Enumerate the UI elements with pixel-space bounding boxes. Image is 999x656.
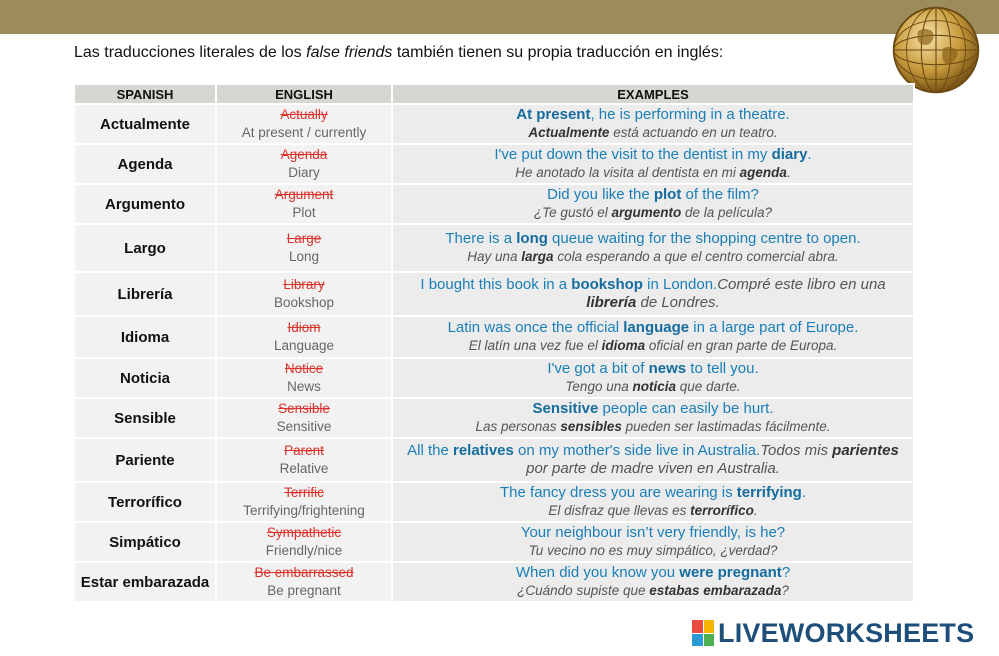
- correct-translation: Relative: [279, 461, 329, 476]
- english-example: I bought this book in a bookshop in London.: [420, 276, 718, 293]
- table-row: [74, 104, 914, 144]
- english-example: All the relatives on my mother's side live in Australia.: [407, 442, 761, 459]
- example-cell: [392, 316, 914, 358]
- spanish-word: Librería: [74, 272, 216, 316]
- spanish-example: He anotado la visita al dentista en mi agenda.: [515, 165, 791, 180]
- header-spanish: SPANISH: [74, 84, 216, 104]
- spanish-word: Simpático: [74, 522, 216, 562]
- header-english: ENGLISH: [216, 84, 392, 104]
- english-cell: [216, 358, 392, 398]
- table-body: [74, 104, 914, 602]
- spanish-word: Estar embarazada: [74, 562, 216, 602]
- top-banner: [0, 0, 999, 34]
- english-example: Your neighbour isn’t very friendly, is he?: [520, 524, 786, 541]
- english-example: Latin was once the official language in a large part of Europe.: [447, 319, 859, 336]
- english-cell: [216, 224, 392, 272]
- table-row: [74, 224, 914, 272]
- spanish-example: Tengo una noticia que darte.: [565, 379, 741, 394]
- table-row: [74, 184, 914, 224]
- example-cell: [392, 272, 914, 316]
- table-row: [74, 316, 914, 358]
- spanish-example: ¿Te gustó el argumento de la película?: [533, 205, 773, 220]
- table-row: [74, 358, 914, 398]
- spanish-word: Actualmente: [74, 104, 216, 144]
- english-cell: [216, 272, 392, 316]
- spanish-example: Compré este libro en una librería de Londres.: [586, 276, 886, 311]
- table-row: [74, 482, 914, 522]
- correct-translation: Bookshop: [273, 295, 335, 310]
- english-cell: [216, 104, 392, 144]
- spanish-word: Pariente: [74, 438, 216, 482]
- english-cell: [216, 562, 392, 602]
- spanish-word: Agenda: [74, 144, 216, 184]
- english-example: The fancy dress you are wearing is terrifying.: [500, 484, 806, 501]
- spanish-word: Idioma: [74, 316, 216, 358]
- spanish-example: Tu vecino no es muy simpático, ¿verdad?: [528, 543, 778, 558]
- intro-emphasis: false friends: [306, 44, 393, 61]
- logo-text: LIVEWORKSHEETS: [718, 617, 975, 648]
- english-example: Did you like the plot of the film?: [547, 186, 759, 203]
- example-cell: [392, 144, 914, 184]
- false-friend: Be embarrassed: [254, 565, 354, 580]
- example-cell: [392, 438, 914, 482]
- correct-translation: Long: [288, 249, 320, 264]
- english-example: At present, he is performing in a theatre.: [516, 106, 790, 123]
- example-cell: [392, 562, 914, 602]
- table-header-row: [74, 84, 914, 104]
- liveworksheets-logo: [692, 616, 974, 650]
- false-friend: Sensible: [278, 401, 330, 416]
- example-cell: [392, 398, 914, 438]
- false-friend: Terrific: [284, 485, 324, 500]
- false-friend: Actually: [280, 107, 328, 122]
- correct-translation: News: [287, 379, 321, 394]
- english-example: There is a long queue waiting for the shopping centre to open.: [445, 230, 861, 247]
- spanish-example: Actualmente está actuando en un teatro.: [528, 125, 778, 140]
- correct-translation: Plot: [292, 205, 316, 220]
- false-friend: Parent: [284, 443, 324, 458]
- table-row: [74, 272, 914, 316]
- spanish-word: Terrorífico: [74, 482, 216, 522]
- spanish-word: Noticia: [74, 358, 216, 398]
- table-row: [74, 522, 914, 562]
- english-cell: [216, 438, 392, 482]
- false-friend: Notice: [284, 361, 324, 376]
- example-cell: [392, 522, 914, 562]
- english-cell: [216, 482, 392, 522]
- false-friend: Idiom: [287, 320, 321, 335]
- spanish-example: El disfraz que llevas es terrorífico.: [548, 503, 758, 518]
- english-example: When did you know you were pregnant?: [515, 564, 791, 581]
- correct-translation: Terrifying/frightening: [243, 503, 365, 518]
- false-friend: Library: [283, 277, 325, 292]
- english-cell: [216, 184, 392, 224]
- example-cell: [392, 482, 914, 522]
- header-examples: EXAMPLES: [392, 84, 914, 104]
- english-example: Sensitive people can easily be hurt.: [532, 400, 774, 417]
- false-friend: Sympathetic: [266, 525, 342, 540]
- example-cell: [392, 184, 914, 224]
- spanish-example: Hay una larga cola esperando a que el centro comercial abra.: [467, 249, 839, 264]
- spanish-example: Las personas sensibles pueden ser lastimadas fácilmente.: [475, 419, 831, 434]
- correct-translation: Friendly/nice: [265, 543, 343, 558]
- table-row: [74, 438, 914, 482]
- spanish-word: Sensible: [74, 398, 216, 438]
- false-friend: Argument: [274, 187, 334, 202]
- logo-badge-icon: [692, 620, 714, 646]
- correct-translation: Language: [273, 338, 335, 353]
- correct-translation: Be pregnant: [267, 583, 341, 598]
- correct-translation: Diary: [288, 165, 320, 180]
- english-cell: [216, 522, 392, 562]
- false-friend: Large: [286, 231, 322, 246]
- example-cell: [392, 224, 914, 272]
- english-cell: [216, 144, 392, 184]
- table-row: [74, 398, 914, 438]
- spanish-word: Largo: [74, 224, 216, 272]
- spanish-example: ¿Cuándo supiste que estabas embarazada?: [517, 583, 789, 598]
- example-cell: [392, 358, 914, 398]
- spanish-word: Argumento: [74, 184, 216, 224]
- spanish-example: El latín una vez fue el idioma oficial en gran parte de Europa.: [468, 338, 838, 353]
- english-example: I've got a bit of news to tell you.: [547, 360, 759, 377]
- false-friends-table: [73, 83, 915, 603]
- table-row: [74, 144, 914, 184]
- correct-translation: Sensitive: [276, 419, 332, 434]
- spanish-example: Todos mis parientes por parte de madre viven en Australia.: [526, 442, 899, 477]
- english-example: I've put down the visit to the dentist in my diary.: [494, 146, 812, 163]
- english-cell: [216, 398, 392, 438]
- correct-translation: At present / currently: [241, 125, 367, 140]
- english-cell: [216, 316, 392, 358]
- example-cell: [392, 104, 914, 144]
- false-friend: Agenda: [280, 147, 328, 162]
- intro-sentence: Las traducciones literales de los false friends también tienen su propia traducción en inglés:: [74, 44, 724, 61]
- table-row: [74, 562, 914, 602]
